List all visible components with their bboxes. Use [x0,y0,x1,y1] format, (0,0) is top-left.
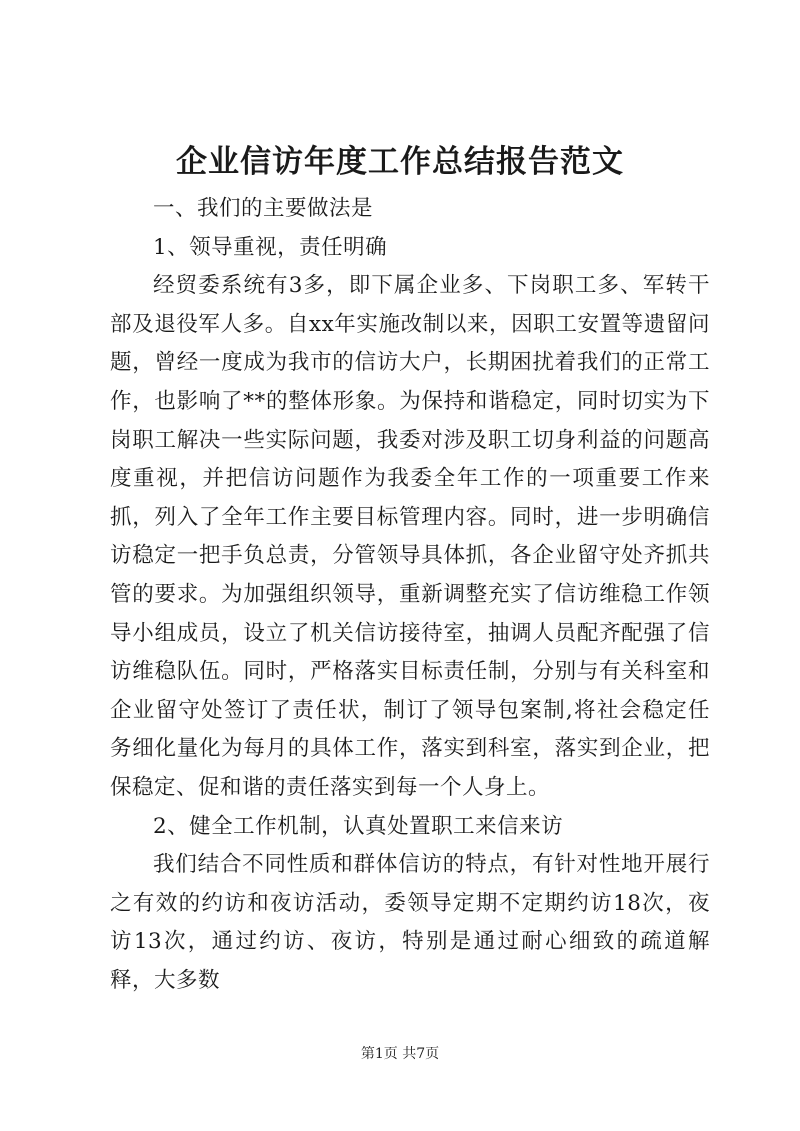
document-body [110,190,710,1000]
section-heading: 一、我们的主要做法是 [153,196,374,221]
subsection-heading: 2、健全工作机制，认真处置职工来信来访 [153,813,564,839]
page-number-footer: 第1页 共7页 [360,1046,440,1062]
body-paragraph: 我们结合不同性质和群体信访的特点，有针对性地开展行之有效的约访和夜访活动，委领导定期不定期约访18次，夜访13次，通过约访、夜访，特别是通过耐心细致的疏道解释，大多数 [110,852,710,993]
subsection-heading: 1、领导重视，责任明确 [153,234,388,260]
document-title: 企业信访年度工作总结报告范文 [176,144,624,180]
body-paragraph: 经贸委系统有3多，即下属企业多、下岗职工多、军转干部及退役军人多。自xx年实施改制以来，因职工安置等遗留问题，曾经一度成为我市的信访大户，长期困扰着我们的正常工作，也影响了**的整体形象。为保持和谐稳定，同时切实为下岗职工解决一些实际问题，我委对涉及职工切身利益的问题高度重视，并把信访问题作为我委全年工作的一项重要工作来抓，列入了全年工作主要目标管理内容。同时，进一步明确信访稳定一把手负总责，分管领导具体抓，各企业留守处齐抓共管的要求。为加强组织领导，重新调整充实了信访维稳工作领导小组成员，设立了机关信访接待室，抽调人员配齐配强了信访维稳队伍。同时，严格落实目标责任制，分别与有关科室和企业留守处签订了责任状，制订了领导包案制,将社会稳定任务细化量化为每月的具体工作，落实到科室，落实到企业，把保稳定、促和谐的责任落实到每一个人身上。 [110,273,710,800]
